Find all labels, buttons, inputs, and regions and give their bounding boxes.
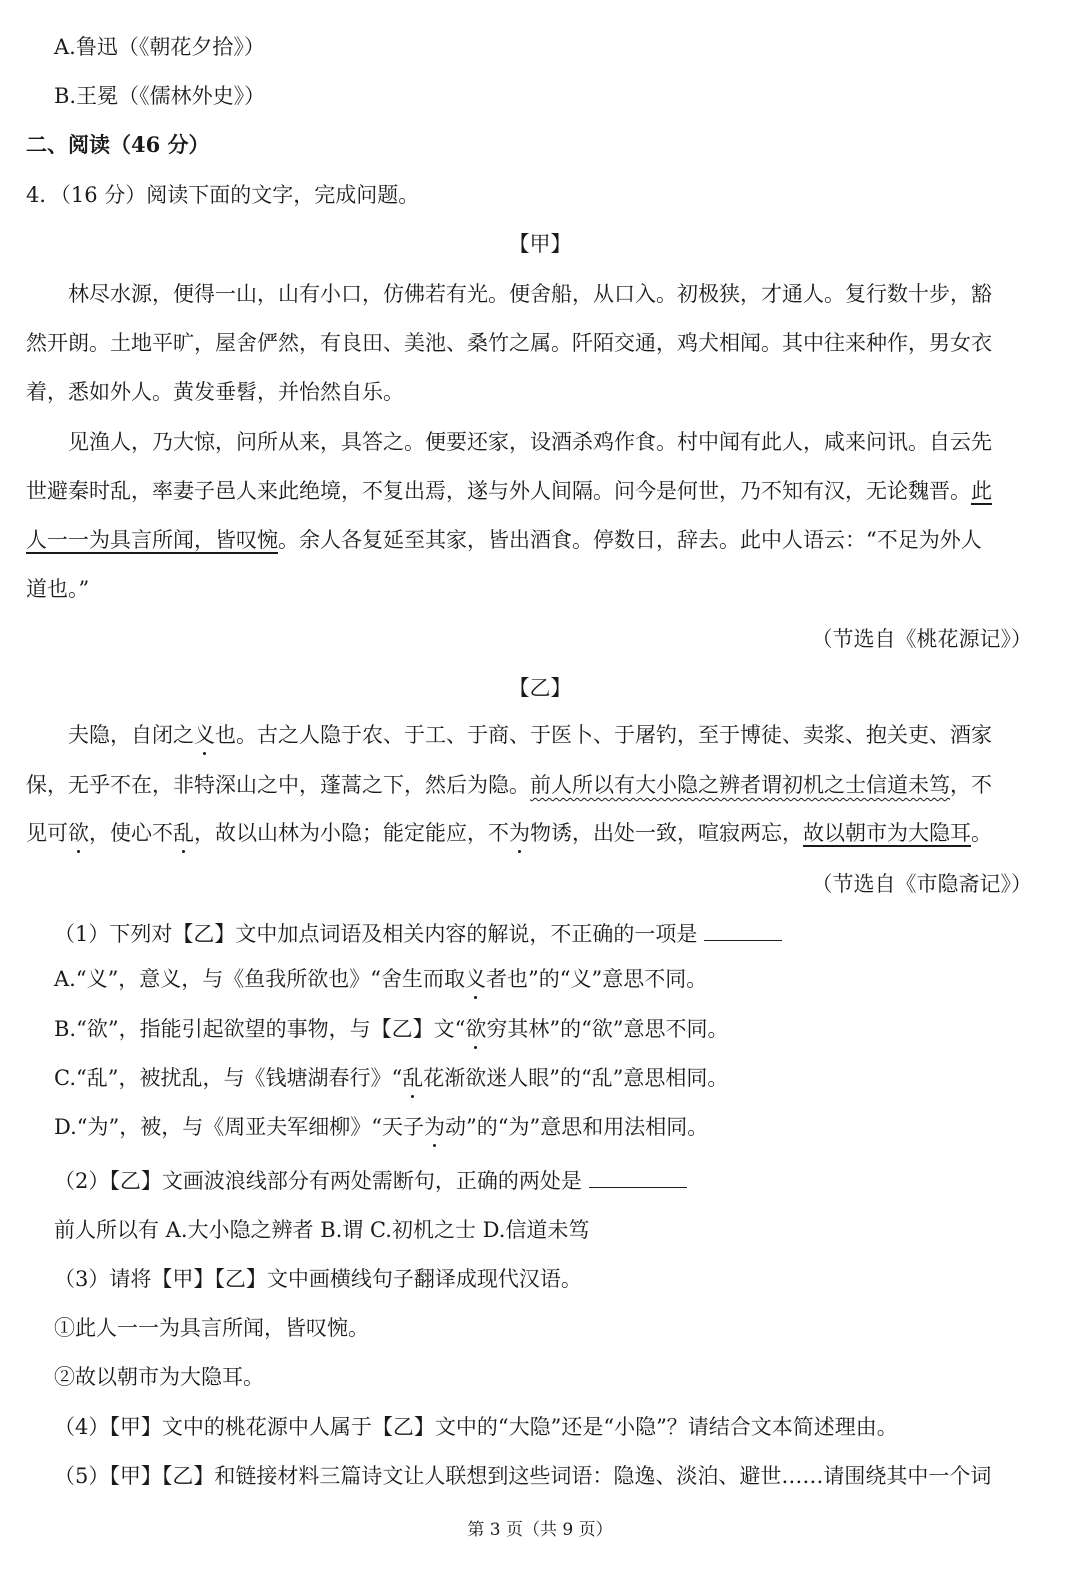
passage-jia-line — [26, 478, 992, 504]
option-a — [54, 966, 707, 992]
passage-yi-line — [26, 820, 992, 846]
option-d — [54, 1114, 708, 1140]
subquestion-1-stem — [54, 921, 782, 947]
option-b — [54, 1016, 729, 1042]
passage-jia-line: 林尽水源，便得一山，山有小口，仿佛若有光。便舍船，从口入。初极狭，才通人。复行数十步，豁 — [68, 282, 992, 306]
passage-jia-line: 着，悉如外人。黄发垂髫，并怡然自乐。 — [26, 380, 404, 404]
passage-text: 世避秦时乱，率妻子邑人来此绝境，不复出焉，遂与外人间隔。问今是何世，乃不知有汉，无论魏晋。 — [26, 479, 971, 503]
question-title: 4．（16 分）阅读下面的文字，完成问题。 — [26, 183, 420, 207]
underlined-sentence: 故以朝市为大隐耳 — [803, 821, 971, 845]
dotted-word: 欲 — [68, 821, 89, 845]
wavy-underlined-sentence: 前人所以有大小隐之辨者谓初机之士信道未笃 — [530, 773, 950, 797]
option-c — [54, 1065, 728, 1091]
passage-jia-line: 然开朗。土地平旷，屋舍俨然，有良田、美池、桑竹之属。阡陌交通，鸡犬相闻。其中往来种作，男女衣 — [26, 331, 992, 355]
subquestion-2-stem — [54, 1168, 687, 1194]
option-text: 动”的“为”意思和用法相同。 — [444, 1115, 709, 1139]
passage-text: 夫隐，自闭之 — [68, 723, 194, 747]
passage-text: 也。古之人隐于农、于工、于商、于医卜、于屠钓，至于博徒、卖浆、抱关吏、酒家 — [215, 723, 992, 747]
passage-text: ，不 — [950, 773, 992, 797]
option-text: 花渐欲迷人眼”的“乱”意思相同。 — [423, 1066, 729, 1090]
answer-blank[interactable] — [589, 1169, 687, 1188]
option-text: D.“为”，被，与《周亚夫军细柳》“天子 — [54, 1115, 424, 1139]
option-text: A.“义”，意义，与《鱼我所欲也》“舍生而取 — [54, 967, 466, 991]
dotted-word: 义 — [194, 723, 215, 747]
dotted-word: 乱 — [173, 821, 194, 845]
option-text: 穷其林”的“欲”意思不同。 — [486, 1017, 729, 1041]
dotted-word: 为 — [423, 1115, 445, 1139]
subquestion-4-stem: （4）【甲】文中的桃花源中人属于【乙】文中的“大隐”还是“小隐”？请结合文本简述理由。 — [54, 1415, 898, 1439]
passage-jia-line: 道也。” — [26, 577, 90, 601]
option-text: B.“欲”，指能引起欲望的事物，与【乙】文“ — [54, 1017, 466, 1041]
dotted-word: 乱 — [402, 1066, 424, 1090]
subquestion-5-stem: （5）【甲】【乙】和链接材料三篇诗文让人联想到这些词语：隐逸、淡泊、避世……请围绕其中一个词 — [54, 1464, 992, 1488]
section-heading: 二、阅读（46 分） — [26, 132, 210, 157]
passage-text: 。余人各复延至其家，皆出酒食。停数日，辞去。此中人语云：“不足为外人 — [278, 528, 982, 552]
passage-text: 。 — [971, 821, 992, 845]
underlined-sentence: 人一一为具言所闻，皆叹惋 — [26, 528, 278, 552]
passage-jia-source: （节选自《桃花源记》） — [811, 627, 1032, 651]
passage-yi-line — [26, 772, 992, 798]
dotted-word: 欲 — [465, 1017, 487, 1041]
passage-text: ，故以山林为小隐；能定能应，不 — [194, 821, 509, 845]
page-footer: 第 3 页（共 9 页） — [467, 1520, 613, 1540]
underlined-sentence: 此 — [971, 479, 992, 503]
passage-text: 保，无乎不在，非特深山之中，蓬蒿之下，然后为隐。 — [26, 773, 530, 797]
passage-jia-line — [26, 527, 982, 553]
prev-option-b: B.王冕（《儒林外史》） — [54, 84, 266, 108]
subquestion-3-item-2: ②故以朝市为大隐耳。 — [54, 1365, 264, 1389]
prev-option-a: A.鲁迅（《朝花夕拾》） — [54, 35, 265, 59]
dotted-word: 为 — [509, 821, 530, 845]
passage-text: 物诱，出处一致，喧寂两忘， — [530, 821, 803, 845]
question-text: （2）【乙】文画波浪线部分有两处需断句，正确的两处是 — [54, 1169, 582, 1193]
passage-text: 见可 — [26, 821, 68, 845]
question-text: （1）下列对【乙】文中加点词语及相关内容的解说，不正确的一项是 — [54, 922, 698, 946]
passage-yi-line — [68, 722, 992, 748]
subquestion-3-stem: （3）请将【甲】【乙】文中画横线句子翻译成现代汉语。 — [54, 1267, 582, 1291]
option-text: 者也”的“义”意思不同。 — [486, 967, 708, 991]
subquestion-3-item-1: ①此人一一为具言所闻，皆叹惋。 — [54, 1316, 369, 1340]
option-text: C.“乱”，被扰乱，与《钱塘湖春行》“ — [54, 1066, 403, 1090]
passage-yi-source: （节选自《市隐斋记》） — [811, 872, 1032, 896]
passage-yi-heading: 【乙】 — [508, 676, 572, 700]
passage-jia-heading: 【甲】 — [508, 232, 572, 256]
dotted-word: 义 — [465, 967, 487, 991]
passage-text: ，使心不 — [89, 821, 173, 845]
passage-jia-line: 见渔人，乃大惊，问所从来，具答之。便要还家，设酒杀鸡作食。村中闻有此人，咸来问讯。自云先 — [68, 430, 992, 454]
subquestion-2-options: 前人所以有 A.大小隐之辨者 B.谓 C.初机之士 D.信道未笃 — [54, 1218, 590, 1242]
answer-blank[interactable] — [704, 922, 782, 941]
